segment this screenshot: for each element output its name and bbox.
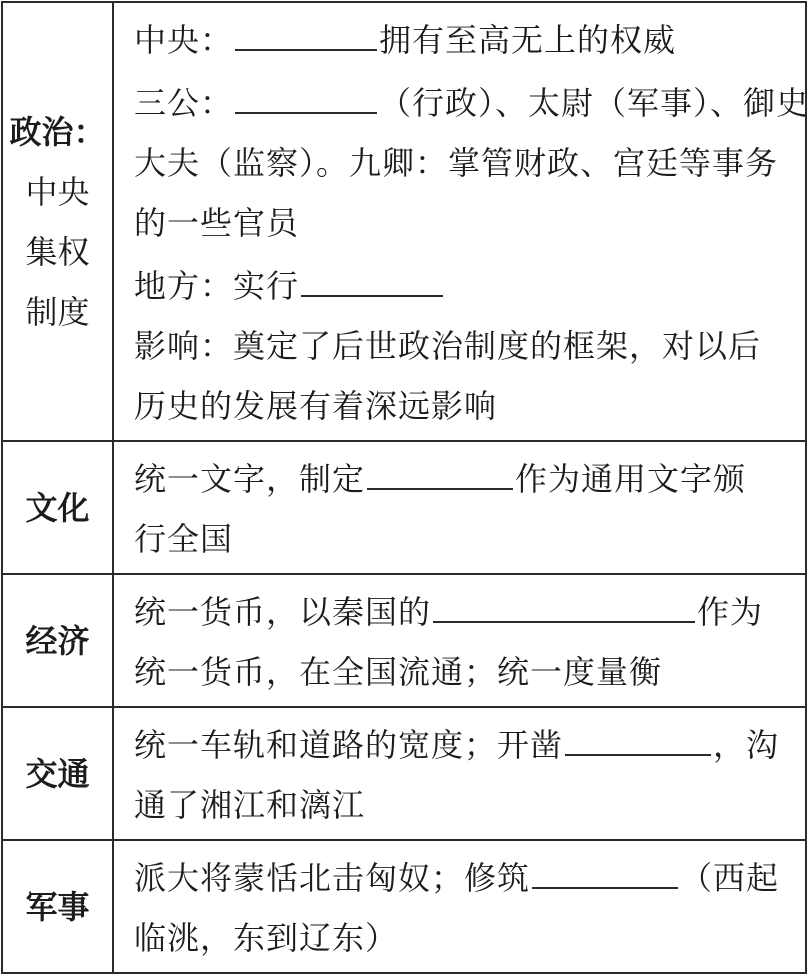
politics-officials-line: 的一些官员 [134,204,300,242]
culture-line-2: 行全国 [134,520,234,558]
politics-impact-line-1: 影响：奠定了后世政治制度的框架，对以后 [134,327,762,365]
politics-sangong-suffix: （行政）、太尉（军事）、御史 [379,84,809,122]
politics-jiuqing-line: 大夫（监察）。九卿：掌管财政、宫廷等事务 [134,144,779,182]
military-header-cell [2,840,113,973]
politics-central-line [134,7,791,70]
traffic-content-cell [113,707,806,840]
military-prefix: 派大将蒙恬北击匈奴；修筑 [134,859,531,897]
politics-central-prefix: 中央： [134,21,234,59]
traffic-line-2: 通了湘江和漓江 [134,786,366,824]
politics-central-suffix: 拥有至高无上的权威 [379,21,677,59]
economy-line-1 [134,579,791,642]
politics-header-cell [2,2,113,441]
politics-header-sub-3: 制度 [25,292,90,331]
culture-prefix: 统一文字，制定 [134,460,366,498]
military-line-1 [134,845,791,908]
politics-sangong-line [134,70,809,133]
table-row-traffic [2,707,806,840]
culture-suffix: 作为通用文字颁 [515,460,747,498]
economy-suffix: 作为 [697,593,764,631]
culture-content-cell [113,441,806,574]
traffic-header-cell [2,707,113,840]
table-row-culture [2,441,806,574]
table-row-economy [2,574,806,707]
economy-prefix: 统一货币，以秦国的 [134,593,432,631]
economy-blank[interactable] [433,579,695,623]
economy-header-cell [2,574,113,707]
politics-sangong-blank[interactable] [235,70,377,114]
politics-local-line [134,253,791,316]
traffic-blank[interactable] [565,712,711,756]
politics-local-prefix: 地方：实行 [134,267,300,305]
politics-impact-line-2: 历史的发展有着深远影响 [134,387,498,425]
politics-header-sub-2: 集权 [25,232,90,271]
culture-header-title: 文化 [25,488,90,527]
economy-header-title: 经济 [25,621,90,660]
table-row-politics [2,2,806,441]
military-line-2: 临洮，东到辽东） [134,919,399,957]
traffic-line-1 [134,712,791,775]
politics-central-blank[interactable] [235,7,377,51]
culture-header-cell [2,441,113,574]
table-row-military [2,840,806,973]
military-content-cell [113,840,806,973]
culture-blank[interactable] [367,446,513,490]
politics-header-title: 政治： [9,112,106,151]
military-blank[interactable] [532,845,678,889]
military-suffix: （西起 [680,859,780,897]
politics-local-blank[interactable] [301,253,443,297]
culture-line-1 [134,446,791,509]
politics-sangong-prefix: 三公： [134,84,234,122]
economy-content-cell [113,574,806,707]
qin-measures-table [1,1,807,974]
traffic-prefix: 统一车轨和道路的宽度；开凿 [134,726,564,764]
traffic-suffix: ，沟 [713,726,780,764]
military-header-title: 军事 [25,887,90,926]
traffic-header-title: 交通 [25,754,90,793]
politics-header-sub-1: 中央 [25,172,90,211]
economy-line-2: 统一货币，在全国流通；统一度量衡 [134,653,663,691]
politics-content-cell [113,2,809,441]
